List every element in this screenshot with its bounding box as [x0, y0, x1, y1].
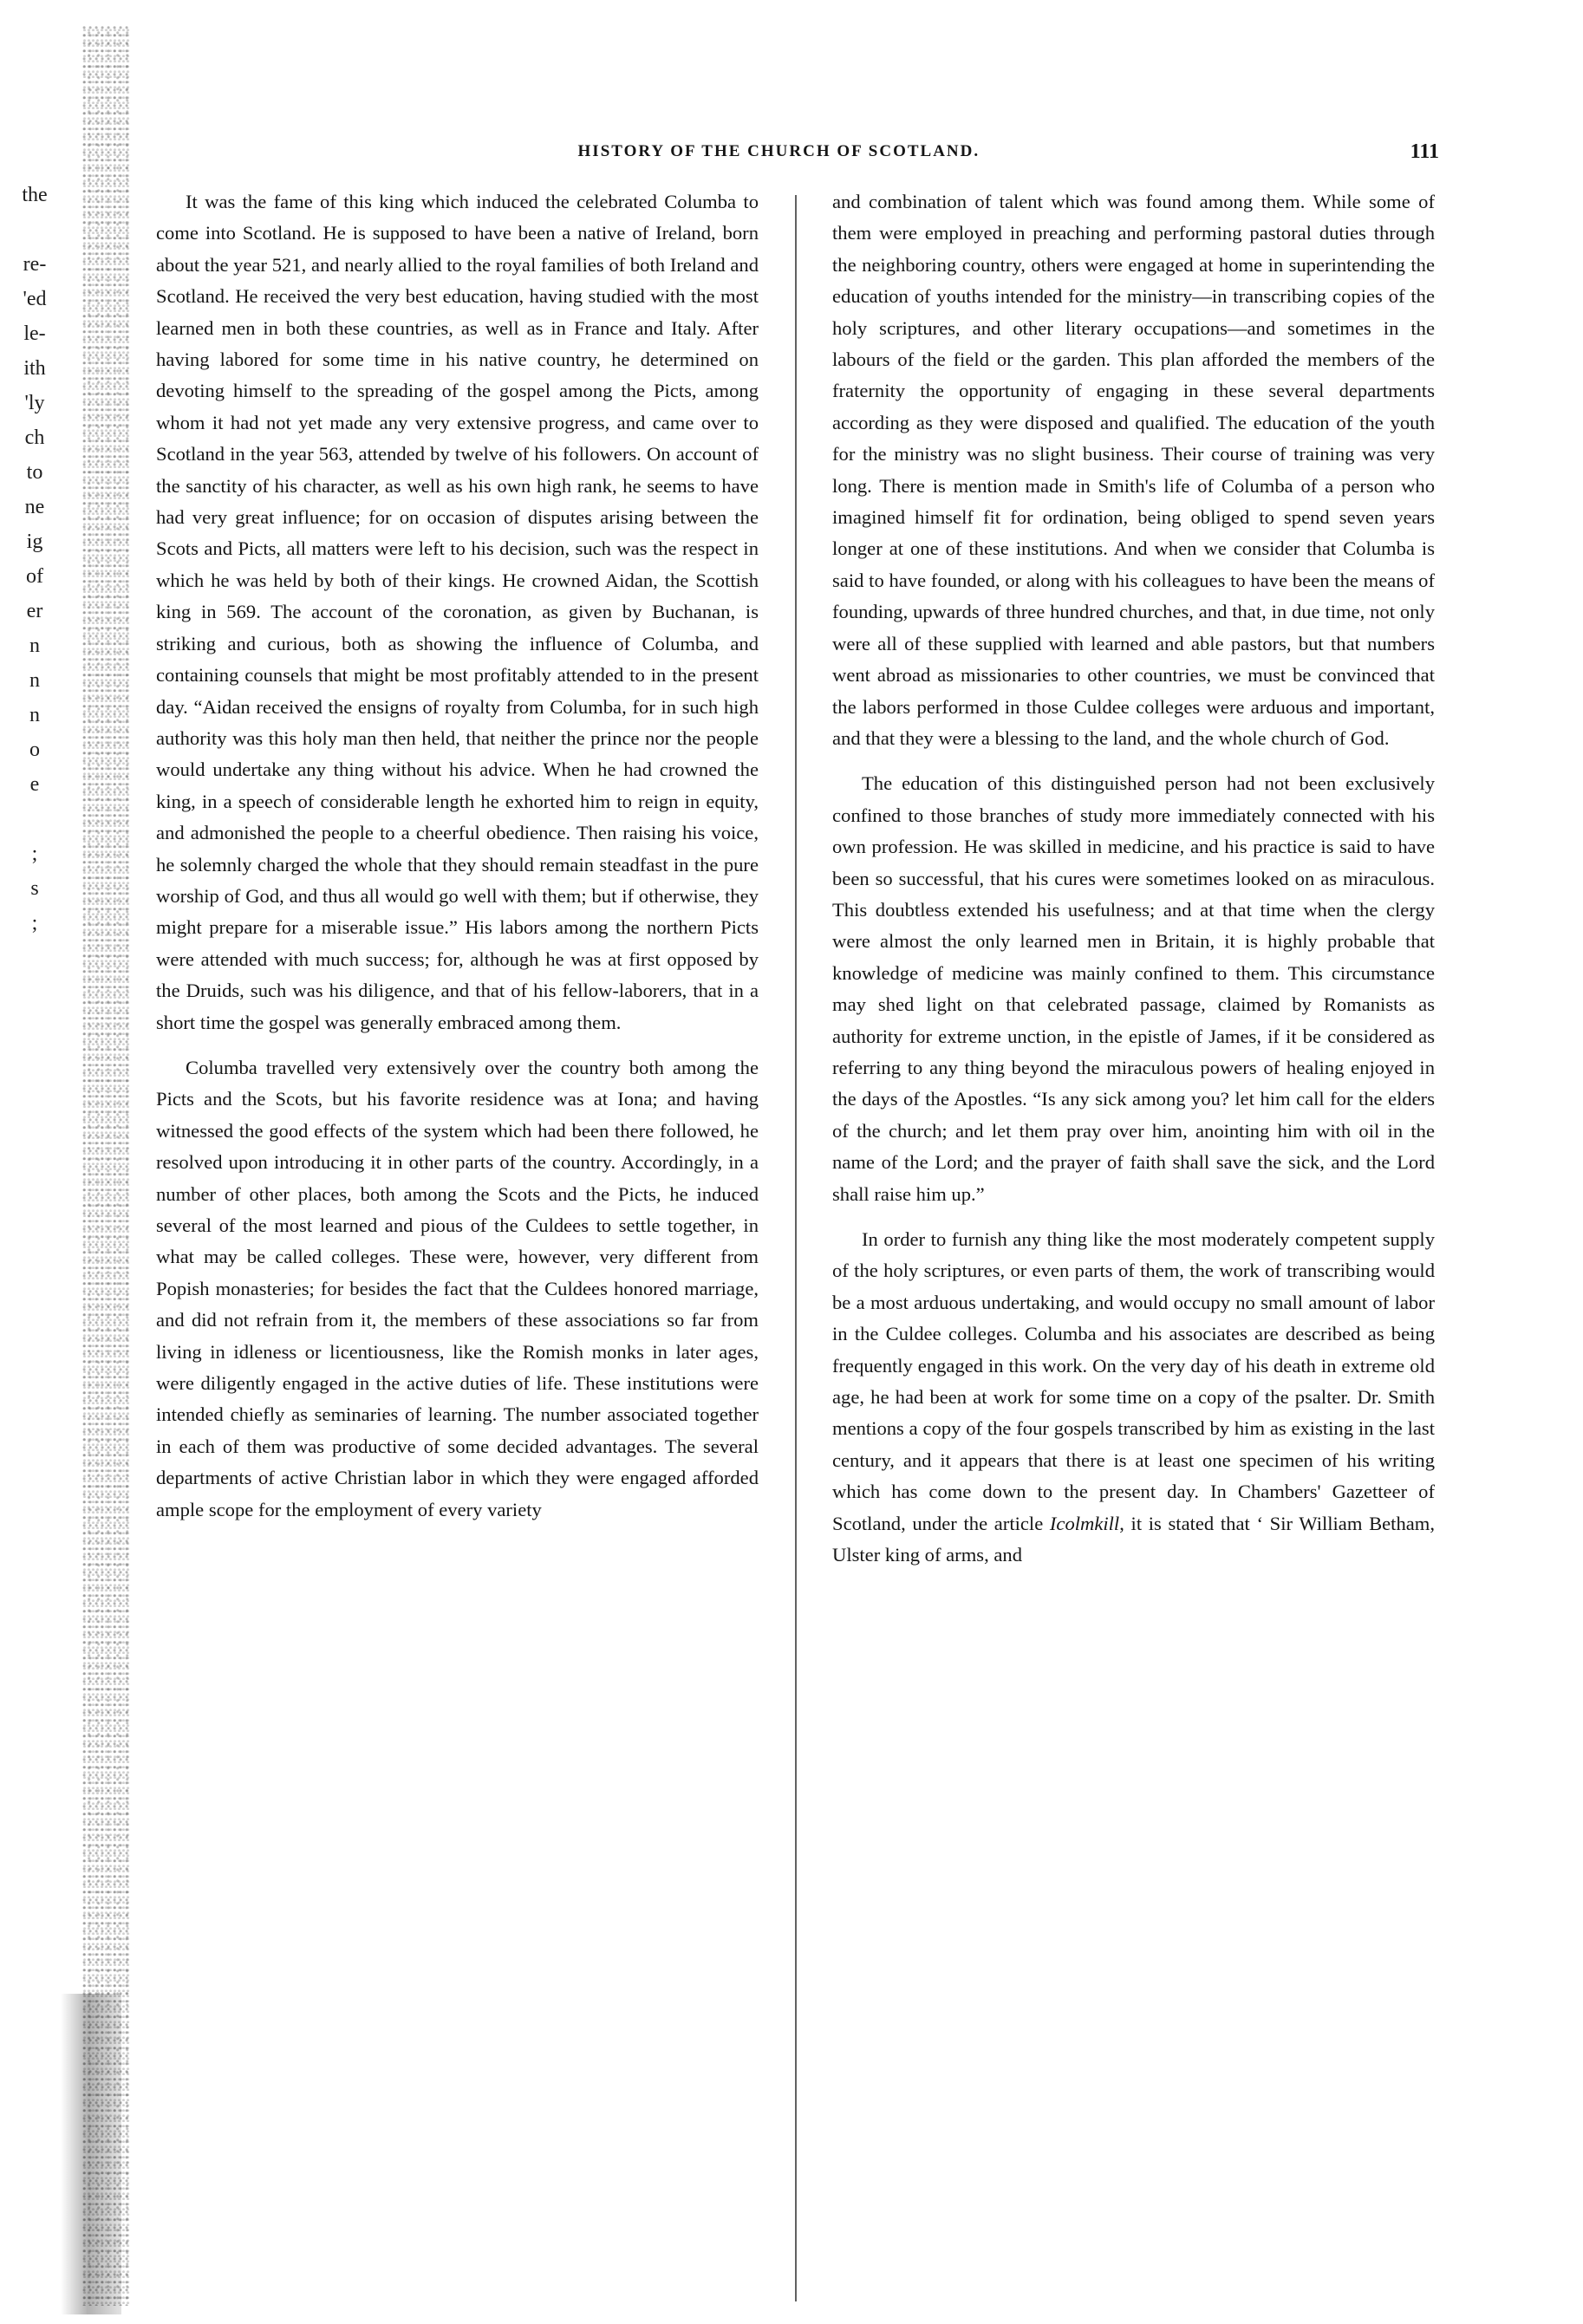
paragraph-transcribing [832, 1224, 1435, 1571]
margin-fragment [0, 941, 69, 975]
margin-fragment: ne [24, 496, 45, 518]
two-column-body [156, 186, 1435, 2301]
margin-fragment: re- [23, 253, 47, 276]
margin-fragment: n [29, 669, 40, 692]
margin-fragment: s [30, 877, 39, 900]
paragraph-columba-travels: Columba travelled very extensively over the country both among the Picts and the Scots, but his favorite residence was at Iona; and having witnessed the good effects of the system which had been there followed, he resolved upon introducing it in other parts of the country. Accordingly, in a number of other places, both among the Scots and the Picts, he induced several of the most learned and pious of the Culdees to settle together, in what may be called colleges. These were, however, very different from Popish monasteries; for besides the fact that the Culdees honored marriage, and did not refrain from it, the members of these associations so far from living in idleness or licentiousness, like the Romish monks in later ages, were diligently engaged in the active duties of life. These institutions were intended chiefly as seminaries of learning. The number associated together in each of them was productive of some decided advantages. The several departments of active Christian labor in which they were engaged afforded ample scope for the employment of every variety [156, 1056, 759, 1520]
binding-shadow [82, 26, 130, 2306]
margin-fragment: to [26, 461, 43, 484]
margin-fragment: ig [26, 531, 43, 553]
running-head [147, 134, 1439, 169]
margin-fragment: of [26, 565, 43, 588]
margin-fragment: le- [23, 322, 46, 345]
left-column [156, 186, 759, 2301]
running-title: HISTORY OF THE CHURCH OF SCOTLAND. [577, 142, 980, 160]
margin-fragment: n [29, 635, 40, 657]
binding-shadow-bottom [61, 1994, 121, 2314]
margin-fragment: o [29, 739, 40, 761]
italic-term: Icolmkill [1049, 1512, 1120, 1534]
page-number: 111 [1410, 140, 1439, 163]
margin-fragment: ch [24, 426, 45, 449]
margin-fragment: e [29, 773, 40, 796]
paragraph-columba-fame: It was the fame of this king which induced the celebrated Columba to come into Scotland. He is supposed to have been a native of Ireland, born about the year 521, and nearly allied to the royal families of both Ireland and Scotland. He received the very best education, having studied with the most learned men in both these countries, as well as in France and Italy. After having labored for some time in his native country, he determined on devoting himself to the spreading of the gospel among the Picts, among whom it had not yet made any very extensive progress, and came over to Scotland in the year 563, attended by twelve of his followers. On account of the sanctity of his character, as well as his own high rank, he seems to have had very great influence; for on occasion of disputes arising between the Scots and Picts, all matters were left to his decision, such was the respect in which he was held by both of their kings. He crowned Aidan, the Scottish king in 569. The account of the coronation, as given by Buchanan, is striking and curious, both as showing the influence of Columba, and containing counsels that might be most profitably attended to in the present day. “Aidan received the ensigns of royalty from Columba, for in such high authority was this holy man then held, that neither the prince nor the people would undertake any thing without his advice. When he had crowned the king, in a speech of considerable length he exhorted him to reign in equity, and admonished the people to a cheerful obedience. Then raising his voice, he solemnly charged the whole that they should remain steadfast in the pure worship of God, and thus all would go well with them; but if otherwise, they might prepare for a miserable issue.” His labors among the northern Picts were attended with much success; for, although he was at first opposed by the Druids, such was his diligence, and that of his fellow-laborers, that in a short time the gospel was generally embraced among them. [156, 191, 759, 1033]
margin-fragment [0, 802, 69, 837]
paragraph-text: In order to furnish any thing like the most moderately competent supply of the holy scriptures, or even parts of them, the work of transcribing would be a most arduous undertaking, and would occupy no small amount of labor in the Culdee colleges. Columba and his associates are described as being frequently engaged in this work. On the very day of his death in extreme old age, he had been at work for some time on a copy of the psalter. Dr. Smith mentions a copy of the four gospels transcribed by him as existing in the last century, and it appears that there is at least one specimen of his writing which has come down to the present day. In Chambers' Gazetteer of Scotland, under the article [832, 1228, 1435, 1534]
margin-fragment: ; [31, 912, 38, 934]
margin-fragment [0, 212, 69, 247]
paragraph-continued: and combination of talent which was found among them. While some of them were employed in preaching and performing pastoral duties through the neighboring country, others were engaged at home in superintending the education of youths intended for the ministry—in transcribing copies of the holy scriptures, and other literary occupations—and sometimes in the labours of the field or the garden. This plan afforded the members of the fraternity the opportunity of engaging in these several departments according as they were disposed and qualified. The education of the youth for the ministry was no slight business. Their course of training was very long. There is mention made in Smith's life of Columba of a person who imagined himself fit for ordination, being obliged to spend seven years longer at one of these institutions. And when we consider that Columba is said to have founded, or along with his colleagues to have been the means of founding, upwards of three hundred churches, and that, in due time, not only were all of these supplied with learned and able pastors, but that numbers went abroad as missionaries to other countries, we must be convinced that the labors performed in those Culdee colleges were arduous and important, and that they were a blessing to the land, and the whole church of God. [832, 191, 1435, 749]
adjacent-page-fragments [0, 178, 69, 975]
column-rule [795, 195, 797, 2301]
paragraph-text: , it is stated that ‘ Sir William Betham, Ulster king of arms, and [832, 1512, 1436, 1566]
margin-fragment: n [29, 704, 40, 726]
margin-fragment: 'ly [24, 392, 45, 414]
margin-fragment: er [26, 600, 43, 622]
margin-fragment: the [22, 184, 48, 206]
margin-fragment: ith [23, 357, 46, 380]
paragraph-medicine: The education of this distinguished person had not been exclusively confined to those branches of study more immediately connected with his own profession. He was skilled in medicine, and his practice is said to have been so successful, that his cures were sometimes looked on as miraculous. This doubtless extended his usefulness; and at that time when the clergy were almost the only learned men in Britain, it is highly probable that knowledge of medicine was mainly confined to them. This circumstance may shed light on that celebrated passage, claimed by Romanists as authority for extreme unction, in the epistle of James, if it be considered as referring to any thing beyond the miraculous powers of healing enjoyed in the days of the Apostles. “Is any sick among you? let him call for the elders of the church; and let them pray over him, anointing him with oil in the name of the Lord; and the prayer of faith shall save the sick, and the Lord shall raise him up.” [832, 772, 1435, 1205]
right-column [832, 186, 1435, 2301]
margin-fragment: 'ed [23, 288, 47, 310]
margin-fragment: ; [31, 843, 38, 865]
